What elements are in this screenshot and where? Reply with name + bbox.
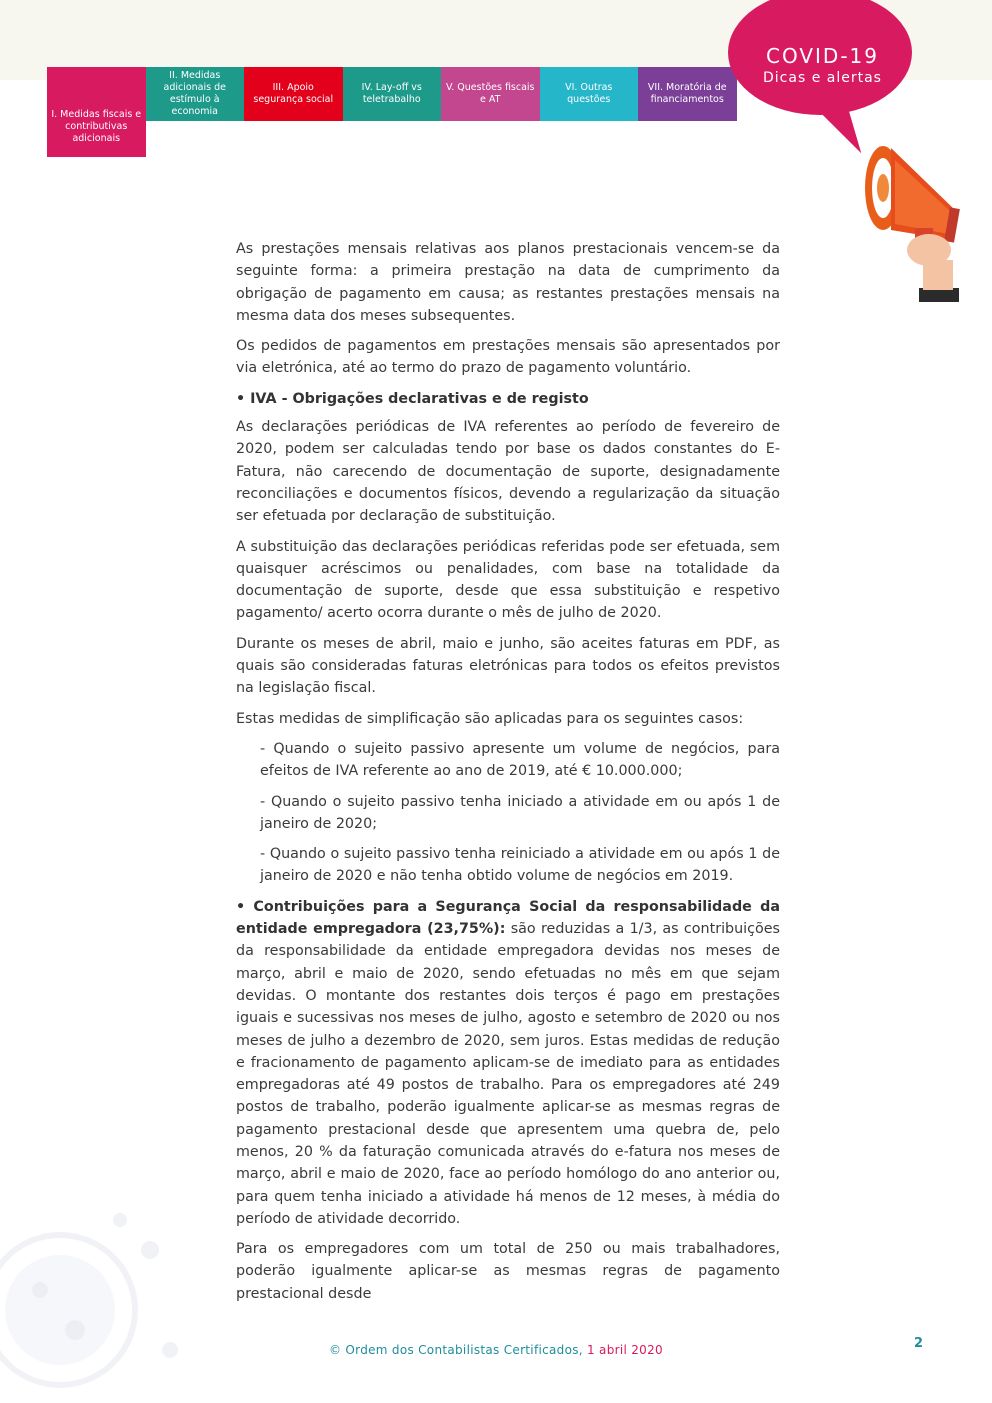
footer-copyright: © Ordem dos Contabilistas Certificados, xyxy=(329,1343,583,1357)
tab-outras-questoes[interactable]: VI. Outras questões xyxy=(540,67,639,121)
section-heading-iva: • IVA - Obrigações declarativas e de registo xyxy=(236,390,589,407)
paragraph-seguranca-social xyxy=(236,896,780,1230)
footer xyxy=(0,1343,992,1357)
virus-watermark-icon xyxy=(0,1200,200,1403)
tab-moratoria[interactable]: VII. Moratória de financiamentos xyxy=(638,67,737,121)
tab-lay-off[interactable]: IV. Lay-off vs teletrabalho xyxy=(343,67,442,121)
tab-questoes-fiscais[interactable]: V. Questões fiscais e AT xyxy=(441,67,540,121)
tab-estimulo-economia[interactable]: II. Medidas adicionais de estímulo à economia xyxy=(146,67,245,121)
page-number: 2 xyxy=(914,1336,924,1351)
paragraph: As prestações mensais relativas aos planos prestacionais vencem-se da seguinte forma: a primeira prestação na data de cumprimento da obrigação de pagamento em causa; as restantes prestações mensais na mesma data dos meses subsequentes. xyxy=(236,241,780,324)
paragraph: A substituição das declarações periódicas referidas pode ser efetuada, sem quaisquer acréscimos ou penalidades, com base na totalidade da documentação de suporte, desde que essa substituição e respetivo pagamento/ acerto ocorra durante o mês de julho de 2020. xyxy=(236,538,780,622)
paragraph: As declarações periódicas de IVA referentes ao período de fevereiro de 2020, podem ser calculadas tendo por base os dados constantes do E-Fatura, não carecendo de documentação de suporte, designadamente reconciliações e documentos físicos, devendo a regularização da situação ser efetuada por declaração de substituição. xyxy=(236,419,780,525)
paragraph: Para os empregadores com um total de 250 ou mais trabalhadores, poderão igualmente aplicar-se as mesmas regras de pagamento prestacional desde xyxy=(236,1241,780,1302)
section-tabs xyxy=(47,67,737,157)
badge-subtitle: Dicas e alertas xyxy=(763,70,882,86)
megaphone-icon xyxy=(855,140,965,305)
paragraph: Durante os meses de abril, maio e junho, são aceites faturas em PDF, as quais são consideradas faturas eletrónicas para todos os efeitos previstos na legislação fiscal. xyxy=(236,635,780,697)
paragraph: Estas medidas de simplificação são aplicadas para os seguintes casos: xyxy=(236,710,744,727)
list-item: - Quando o sujeito passivo tenha iniciado a atividade em ou após 1 de janeiro de 2020; xyxy=(260,793,780,832)
list-item: - Quando o sujeito passivo apresente um volume de negócios, para efeitos de IVA referente ao ano de 2019, até € 10.000.000; xyxy=(260,740,780,780)
paragraph-text: são reduzidas a 1/3, as contribuições da responsabilidade da entidade empregadora devidas nos meses de março, abril e maio de 2020, sendo efetuadas no mês em que sejam devidas. O montante dos restantes dois terços é pago em prestações iguais e sucessivas nos meses de julho, agosto e setembro de 2020 ou nos meses de julho a dezembro de 2020, sem juros. Estas medidas de redução e fracionamento de pagamento aplicam-se de imediato para as entidades empregadoras até 49 postos de trabalho. Para os empregadores até 249 postos de trabalho, poderão igualmente aplicar-se as mesmas regras de pagamento prestacional desde que apresentem uma quebra de, pelo menos, 20 % da faturação comunicada através do e-fatura nos meses de março, abril e maio de 2020, face ao período homólogo do ano anterior ou, para quem tenha iniciado a atividade há menos de 12 meses, à média do período de atividade decorrido. xyxy=(236,921,781,1227)
tab-seguranca-social[interactable]: III. Apoio segurança social xyxy=(244,67,343,121)
tab-medidas-fiscais[interactable]: I. Medidas fiscais e contributivas adicionais xyxy=(47,67,146,157)
paragraph: Os pedidos de pagamentos em prestações mensais são apresentados por via eletrónica, até ao termo do prazo de pagamento voluntário. xyxy=(236,338,780,377)
footer-date: 1 abril 2020 xyxy=(582,1343,663,1357)
section-heading-contribuicoes: • Contribuições para a Segurança Social da responsabilidade da entidade empregadora (23,75%): xyxy=(236,898,780,938)
list-item: - Quando o sujeito passivo tenha reiniciado a atividade em ou após 1 de janeiro de 2020 e não tenha obtido volume de negócios em 2019. xyxy=(260,846,780,885)
badge-title: COVID-19 xyxy=(765,44,879,68)
document-body xyxy=(236,238,780,1313)
